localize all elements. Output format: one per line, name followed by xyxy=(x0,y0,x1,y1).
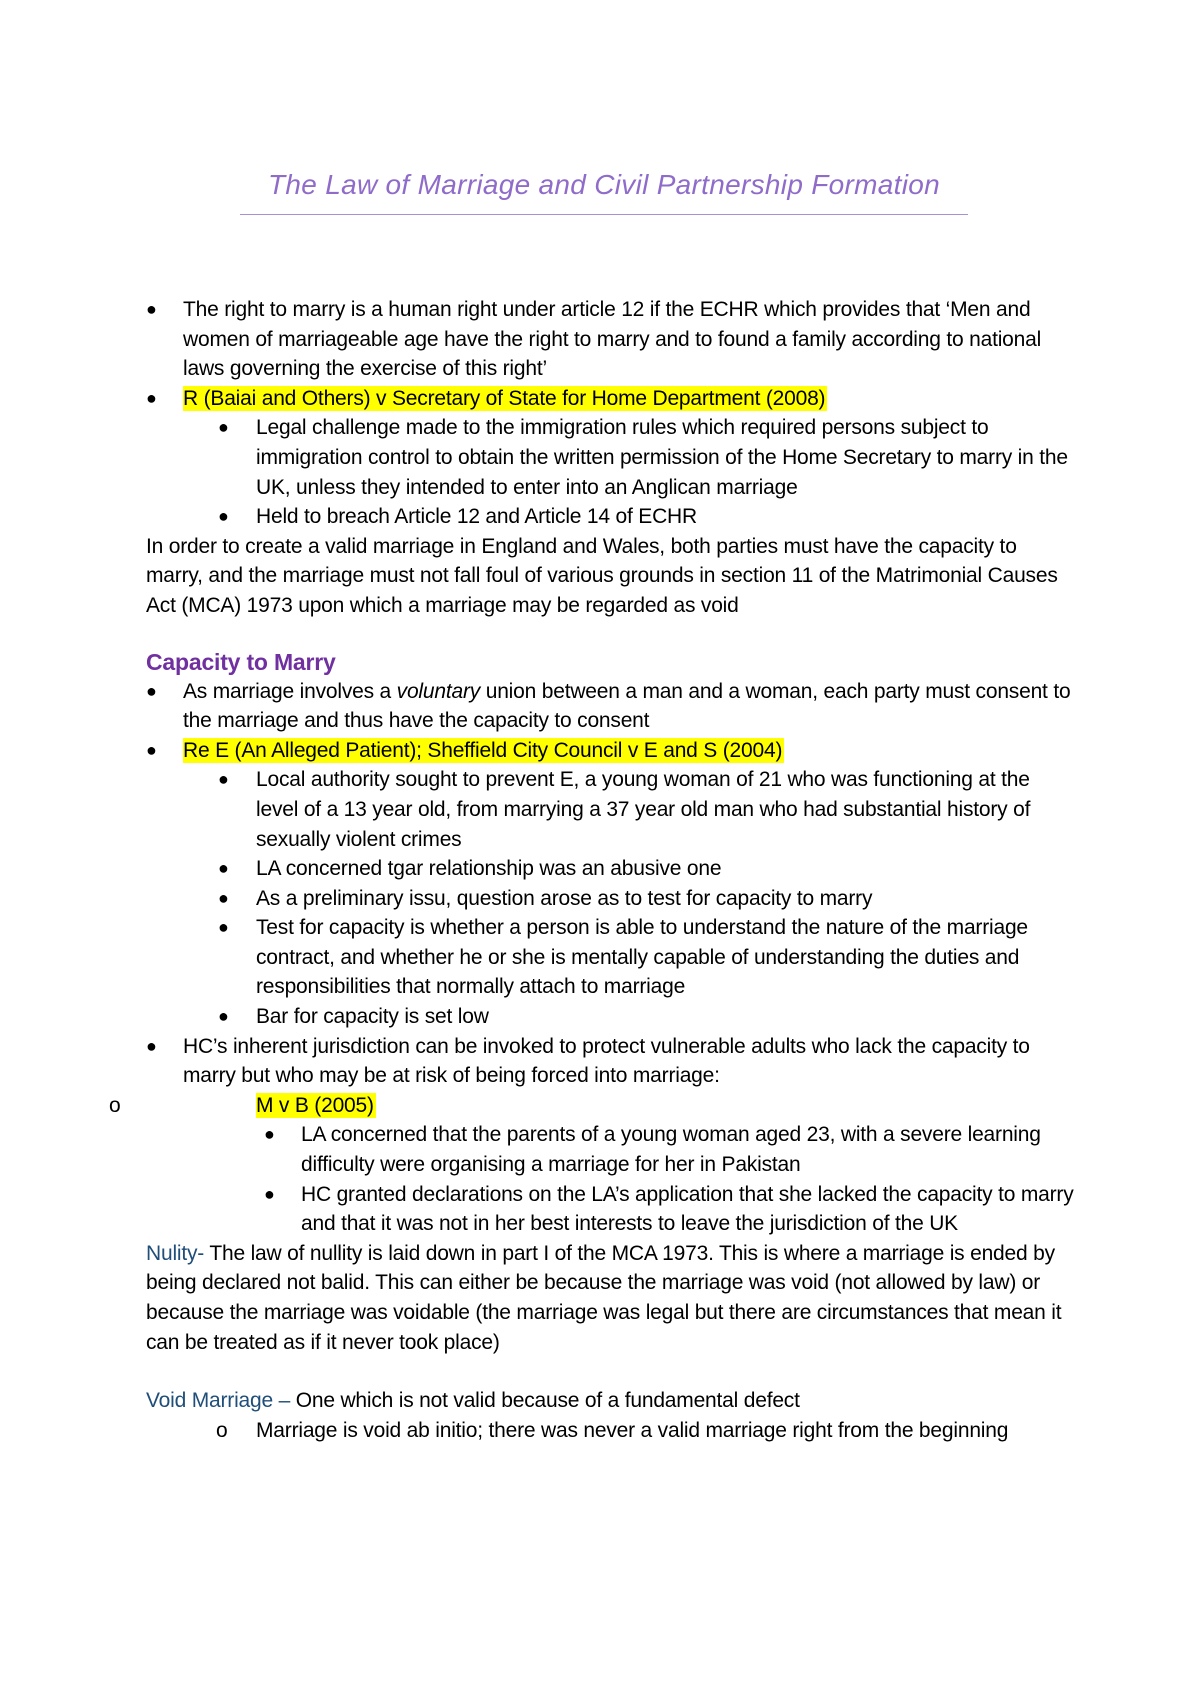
list-item xyxy=(146,677,1076,736)
list-item xyxy=(146,854,1076,884)
nullity-label: Nulity- xyxy=(146,1241,205,1265)
case-point: Local authority sought to prevent E, a young woman of 21 who was functioning at the level of a 13 year old, from marrying a 37 year old man who had substantial history of sexually violent crimes xyxy=(256,768,1031,851)
list-item xyxy=(146,1002,1076,1032)
highlight-case-re-e xyxy=(146,738,784,763)
bullet-icon: ● xyxy=(218,506,229,527)
list-item xyxy=(146,1120,1076,1179)
bullet-icon: ● xyxy=(218,417,229,438)
case-point: Bar for capacity is set low xyxy=(256,1005,489,1029)
circle-bullet-icon: o xyxy=(216,1418,228,1442)
case-baiai: R (Baiai and Others) v Secretary of State for Home Department (2008) xyxy=(183,386,826,410)
bullet-icon: ● xyxy=(218,769,229,790)
spacer xyxy=(146,1357,1076,1386)
capacity-text-post: union between a man and a woman, each party must consent to the marriage and thus have the capacity to consent xyxy=(183,679,1071,733)
case-m-v-b: M v B (2005) xyxy=(256,1093,374,1117)
bullet-icon: ● xyxy=(264,1183,275,1204)
circle-bullet-icon: o xyxy=(109,1093,121,1117)
title-underline xyxy=(240,214,968,215)
bullet-icon: ● xyxy=(218,858,229,879)
case-point: Held to breach Article 12 and Article 14 of ECHR xyxy=(256,505,697,529)
list-item xyxy=(146,413,1076,502)
nullity-text: The law of nullity is laid down in part I of the MCA 1973. This is where a marriage is ended by being declared not balid. This can either be because the marriage was void (not allowed by law) or because the marriage was voidable (the marriage was legal but there are circumstances that mean it can be treated as if it never took place) xyxy=(146,1241,1062,1354)
list-item xyxy=(146,884,1076,914)
list-item-case-m-v-b xyxy=(109,1091,1076,1121)
case-point: As a preliminary issu, question arose as to test for capacity to marry xyxy=(256,886,873,910)
nullity-paragraph xyxy=(146,1239,1076,1357)
case-re-e: Re E (An Alleged Patient); Sheffield City Council v E and S (2004) xyxy=(183,738,783,762)
case-point: LA concerned that the parents of a young woman aged 23, with a severe learning difficulty were organising a marriage for her in Pakistan xyxy=(301,1123,1041,1177)
bullet-icon: ● xyxy=(146,680,157,701)
list-item xyxy=(146,295,1076,384)
case-point: HC granted declarations on the LA’s application that she lacked the capacity to marry and that it was not in her best interests to leave the jurisdiction of the UK xyxy=(301,1182,1074,1236)
list-item xyxy=(146,1180,1076,1239)
case-point: LA concerned tgar relationship was an abusive one xyxy=(256,857,722,881)
list-item xyxy=(146,1416,1076,1446)
case-point: Test for capacity is whether a person is able to understand the nature of the marriage contract, and whether he or she is mentally capable of understanding the duties and responsibilities that normally attach to marriage xyxy=(256,916,1028,999)
bullet-icon: ● xyxy=(218,917,229,938)
list-item xyxy=(146,765,1076,854)
case-point: Legal challenge made to the immigration rules which required persons subject to immigration control to obtain the written permission of the Home Secretary to marry in the UK, unless they intended to enter into an Anglican marriage xyxy=(256,416,1068,499)
void-point: Marriage is void ab initio; there was never a valid marriage right from the beginning xyxy=(256,1418,1009,1442)
bullet-icon: ● xyxy=(146,387,157,408)
document-title: The Law of Marriage and Civil Partnership Formation xyxy=(267,169,941,200)
document-body xyxy=(109,295,1076,1445)
bullet-icon: ● xyxy=(218,887,229,908)
heading-capacity: Capacity to Marry xyxy=(146,648,336,675)
list-item xyxy=(146,502,1076,532)
bullet-icon: ● xyxy=(264,1124,275,1145)
intro-paragraph: In order to create a valid marriage in England and Wales, both parties must have the capacity to marry, and the marriage must not fall foul of various grounds in section 11 of the Matrimonial Causes Act (MCA) 1973 upon which a marriage may be regarded as void xyxy=(146,534,1058,617)
list-item-case-re-e xyxy=(146,736,1076,766)
list-item xyxy=(146,1032,1076,1091)
void-label: Void Marriage – xyxy=(146,1389,291,1413)
bullet-icon: ● xyxy=(146,299,157,319)
bullet-icon: ● xyxy=(146,739,157,760)
highlight-case-m-v-b xyxy=(109,1093,376,1118)
capacity-text-em: voluntary xyxy=(396,679,481,703)
list-item xyxy=(146,913,1076,1002)
capacity-text-pre: As marriage involves a xyxy=(183,679,397,703)
highlight-case-baiai xyxy=(146,386,827,411)
hc-jurisdiction-text: HC’s inherent jurisdiction can be invoked to protect vulnerable adults who lack the capacity to marry but who may be at risk of being forced into marriage: xyxy=(183,1034,1030,1088)
list-item-case-baiai xyxy=(146,384,1076,414)
void-text: One which is not valid because of a fundamental defect xyxy=(290,1389,800,1413)
bullet-icon: ● xyxy=(146,1035,157,1056)
bullet-icon: ● xyxy=(218,1006,229,1027)
void-paragraph xyxy=(146,1386,1076,1416)
right-to-marry-text: The right to marry is a human right under article 12 if the ECHR which provides that ‘Men and women of marriageable age have the right to marry and to found a family according to national laws governing the exercise of this right’ xyxy=(183,298,1042,381)
